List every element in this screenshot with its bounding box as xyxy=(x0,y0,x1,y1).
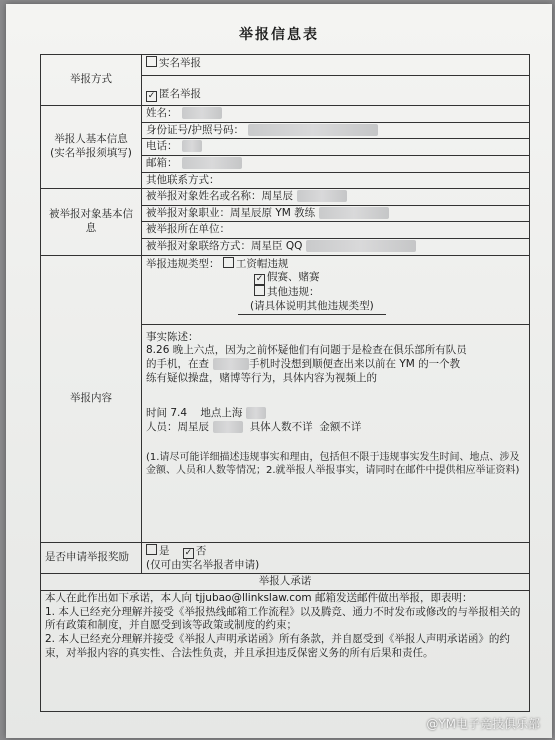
reporter-id-label: 身份证号/护照号码： xyxy=(146,123,245,136)
facts-line-2a: 的手机，在查 xyxy=(146,358,209,371)
violation-other: 其他违规： xyxy=(267,286,320,299)
facts-cell xyxy=(142,324,530,542)
promise-item-2: 2. 本人已经充分理解并接受《举报人声明承诺函》所有条款，并自愿受到《举报人声明承诺函》的约束，对举报内容的真实性、合法性负责，并且承担违反保密义务的所有后果和责任。 xyxy=(45,632,510,659)
method-anon-label: 匿名举报 xyxy=(159,88,201,100)
report-form-table xyxy=(40,54,530,712)
target-job: 被举报对象职业：周星辰原 YM 教练 xyxy=(146,206,316,219)
redacted-block xyxy=(297,190,347,202)
reward-no: 否 xyxy=(195,544,207,557)
checkbox-other[interactable] xyxy=(254,285,265,296)
redacted-block xyxy=(182,157,242,169)
checkbox-reward-yes[interactable] xyxy=(146,544,157,555)
reporter-phone-row xyxy=(142,139,530,156)
facts-line-3: 练有疑似操盘，赌博等行为，具体内容为视频上的 xyxy=(146,371,377,384)
promise-item-1: 1. 本人已经充分理解并接受《举报热线邮箱工作流程》以及腾竞、通力不时发布或修改的与举报相关的所有政策和制度，并自愿受到该等政策或制度的约束； xyxy=(45,605,521,632)
facts-time: 时间 7.4 xyxy=(146,407,188,420)
reporter-other-row xyxy=(142,172,530,189)
redacted-block xyxy=(306,240,416,252)
redacted-block xyxy=(319,207,389,219)
form-title: 举报信息表 xyxy=(239,27,319,43)
row-method xyxy=(41,55,530,76)
redacted-block xyxy=(213,421,243,433)
target-unit: 被举报所在单位： xyxy=(146,223,230,236)
reporter-label: 举报人基本信息 (实名举报须填写) xyxy=(41,106,142,189)
reward-hint: (仅可由实名举报者申请) xyxy=(146,558,260,571)
facts-line-1: 8.26 晚上六点，因为之前怀疑他们有问题于是检查在俱乐部所有队员 xyxy=(146,344,467,357)
reward-label: 是否申请举报奖励 xyxy=(41,542,142,574)
target-label: 被举报对象基本信息 xyxy=(41,189,142,256)
weibo-watermark: @YM电子竞技俱乐部 xyxy=(426,717,540,731)
reward-cell xyxy=(142,542,530,574)
target-contact-row xyxy=(142,239,530,256)
facts-label: 事实陈述： xyxy=(146,330,199,343)
violation-type-label: 举报违规类型： xyxy=(146,257,220,270)
redacted-block xyxy=(246,407,266,419)
facts-place: 地点上海 xyxy=(200,407,243,420)
facts-people xyxy=(146,421,525,435)
reporter-email-row xyxy=(142,155,530,172)
violation-other-hint: (请具体说明其他违规类型) xyxy=(238,300,386,315)
checkbox-match-fixing[interactable]: ✓ xyxy=(255,274,264,285)
facts-time-place xyxy=(146,407,525,421)
facts-people-b: 具体人数不详 xyxy=(249,420,313,433)
facts-note: (1.请尽可能详细描述违规事实和理由，包括但不限于违规事实发生时间、地点、涉及金额、人员和人数等情况；2.就举报人举报事实，请同时在邮件中提供相应举证资料) xyxy=(146,451,520,476)
content-label: 举报内容 xyxy=(41,255,142,542)
method-label: 举报方式 xyxy=(41,55,142,106)
facts-line-2 xyxy=(146,358,525,372)
target-job-row xyxy=(142,205,530,222)
violation-salary-cap: 工资帽违规 xyxy=(235,257,289,270)
checkbox-real[interactable] xyxy=(146,56,157,67)
method-anon-cell xyxy=(142,76,530,106)
facts-people-a: 人员：周星辰 xyxy=(146,420,209,433)
reporter-other-label: 其他联系方式： xyxy=(146,173,220,186)
promise-body xyxy=(41,591,530,712)
checkbox-reward-no[interactable]: ✓ xyxy=(184,547,193,558)
target-contact: 被举报对象联络方式：周星臣 QQ xyxy=(146,240,303,253)
form-paper xyxy=(6,4,552,738)
checkbox-salary-cap[interactable] xyxy=(223,257,234,268)
facts-amount: 金额不详 xyxy=(319,420,362,433)
violation-type-cell xyxy=(142,255,530,324)
reporter-email-label: 邮箱： xyxy=(146,156,178,169)
reporter-name-row xyxy=(142,106,530,123)
checkbox-anon[interactable]: ✓ xyxy=(147,91,156,101)
redacted-block xyxy=(182,107,222,119)
reporter-phone-label: 电话： xyxy=(146,140,178,153)
violation-match-fixing: 假赛、赌赛 xyxy=(267,271,320,284)
target-name-row xyxy=(142,189,530,206)
reporter-name-label: 姓名： xyxy=(146,107,178,119)
method-real-cell xyxy=(142,55,530,76)
method-real-label: 实名举报 xyxy=(159,57,201,69)
promise-heading: 举报人承诺 xyxy=(41,574,530,591)
reporter-id-row xyxy=(142,122,530,139)
target-name: 被举报对象姓名或名称：周星辰 xyxy=(146,190,293,203)
reward-yes: 是 xyxy=(159,544,170,557)
facts-line-2b: 手机时没想到顺便查出来以前在 YM 的一个教 xyxy=(249,358,461,371)
redacted-block xyxy=(248,124,378,136)
promise-intro: 本人在此作出如下承诺，本人向 tjjubao@llinkslaw.com 邮箱发送邮件做出举报，即表明： xyxy=(45,592,473,605)
redacted-block xyxy=(182,140,202,152)
target-unit-row xyxy=(142,222,530,239)
redacted-block xyxy=(213,358,249,370)
